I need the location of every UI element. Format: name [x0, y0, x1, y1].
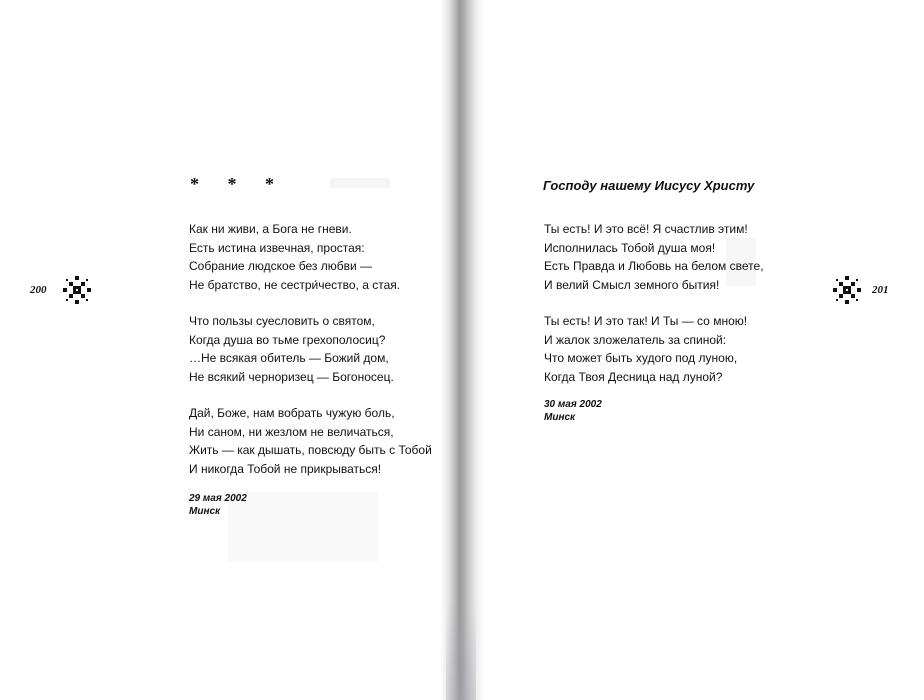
poem-line: Ты есть! И это всё! Я счастлив этим! [544, 222, 748, 236]
poem-line: Когда Твоя Десница над луной? [544, 369, 723, 384]
poem-line: Не всякий черноризец — Богоносец. [189, 369, 394, 384]
folk-cross-ornament-icon [833, 276, 861, 304]
poem-line: Дай, Боже, нам вобрать чужую боль, [189, 406, 395, 420]
poem-line: Когда душа во тьме грехополосиц? [189, 332, 386, 347]
poem-line: Что пользы суесловить о святом, [189, 314, 375, 328]
stanza [189, 312, 432, 386]
poem-line: И жалок зложелатель за спиной: [544, 332, 727, 347]
poem-line: Исполнилась Тобой душа моя! [544, 240, 716, 255]
folk-cross-ornament-icon [63, 276, 91, 304]
poem-line: Не братство, не сестри́чество, а стая. [189, 277, 401, 292]
poem-line: И никогда Тобой не прикрываться! [189, 461, 382, 476]
poem-date: 30 мая 2002 [544, 399, 602, 410]
poem-line: Есть истина извечная, простая: [189, 240, 365, 255]
poem-line: Ты есть! И это так! И Ты — со мною! [544, 314, 748, 328]
book-gutter [440, 0, 484, 700]
poem-line: Собрание людское без любви — [189, 259, 372, 273]
page-number-left: 200 [30, 284, 47, 296]
poem-place: Минск [189, 506, 221, 517]
poem-right [544, 220, 764, 404]
page-number-right: 201 [872, 284, 889, 296]
poem-title: Господу нашему Иисусу Христу [543, 178, 755, 193]
poem-dateline-right [544, 398, 602, 424]
poem-left [189, 220, 432, 496]
stanza [189, 404, 432, 478]
stanza [189, 220, 432, 294]
poem-line: И велий Смысл земного бытия! [544, 277, 720, 292]
poem-line: Есть Правда и Любовь на белом свете, [544, 259, 764, 273]
stanza [544, 312, 764, 386]
poem-line: Ни саном, ни жезлом не величаться, [189, 424, 394, 439]
poem-place: Минск [544, 412, 576, 423]
gutter-shade [446, 600, 476, 700]
show-through-mark [228, 492, 378, 562]
section-stars-heading: * * * [190, 174, 286, 194]
poem-line: Что может быть худого под луною, [544, 351, 738, 365]
show-through-mark [330, 178, 390, 188]
poem-line: …Не всякая обитель — Божий дом, [189, 351, 389, 365]
poem-line: Жить — как дышать, повсюду быть с Тобой [189, 443, 432, 457]
poem-line: Как ни живи, а Бога не гневи. [189, 222, 352, 236]
stanza [544, 220, 764, 294]
poem-date: 29 мая 2002 [189, 493, 247, 504]
poem-dateline-left [189, 492, 247, 518]
